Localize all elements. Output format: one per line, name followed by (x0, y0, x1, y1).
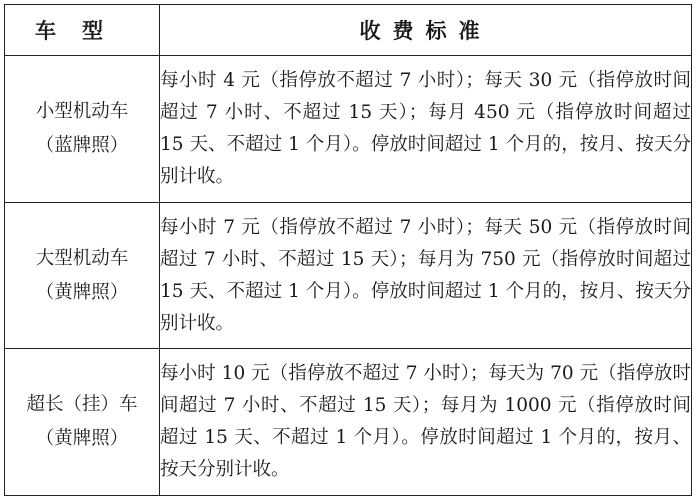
table-row (5, 349, 692, 496)
vehicle-plate-type: （黄牌照） (35, 281, 129, 303)
parking-fee-table (4, 4, 692, 496)
fee-standard-cell: 每小时 7 元（指停放不超过 7 小时）；每天 50 元（指停放时间超过 7 小时、不超过 15 天）；每月为 750 元（指停放时间超过 15 天、不超过 1 个月）。停放时间超过 1 个月的，按月、按天分别计收。 (160, 202, 692, 349)
vehicle-type-cell (5, 349, 160, 496)
header-vehicle-type: 车型 (5, 5, 160, 56)
vehicle-type-name: 小型机动车 (35, 101, 129, 122)
fee-standard-cell: 每小时 4 元（指停放不超过 7 小时）；每天 30 元（指停放时间超过 7 小时、不超过 15 天）；每月 450 元（指停放时间超过 15 天、不超过 1 个月）。停放时间超过 1 个月的，按月、按天分别计收。 (160, 56, 692, 203)
table-row (5, 202, 692, 349)
vehicle-type-cell (5, 56, 160, 203)
vehicle-type-cell (5, 202, 160, 349)
vehicle-type-name: 大型机动车 (35, 247, 129, 269)
fee-standard-cell: 每小时 10 元（指停放不超过 7 小时）；每天为 70 元（指停放时间超过 7 小时、不超过 15 天）；每月为 1000 元（指停放时间超过 15 天、不超过 1 个月）。停放时间超过 1 个月的，按月、按天分别计收。 (160, 349, 692, 496)
vehicle-plate-type: （蓝牌照） (35, 135, 129, 156)
vehicle-plate-type: （黄牌照） (35, 428, 129, 450)
table-header-row (5, 5, 692, 56)
table-row (5, 56, 692, 203)
vehicle-type-name: 超长（挂）车 (26, 394, 138, 416)
header-fee-standard: 收费标准 (160, 5, 692, 56)
